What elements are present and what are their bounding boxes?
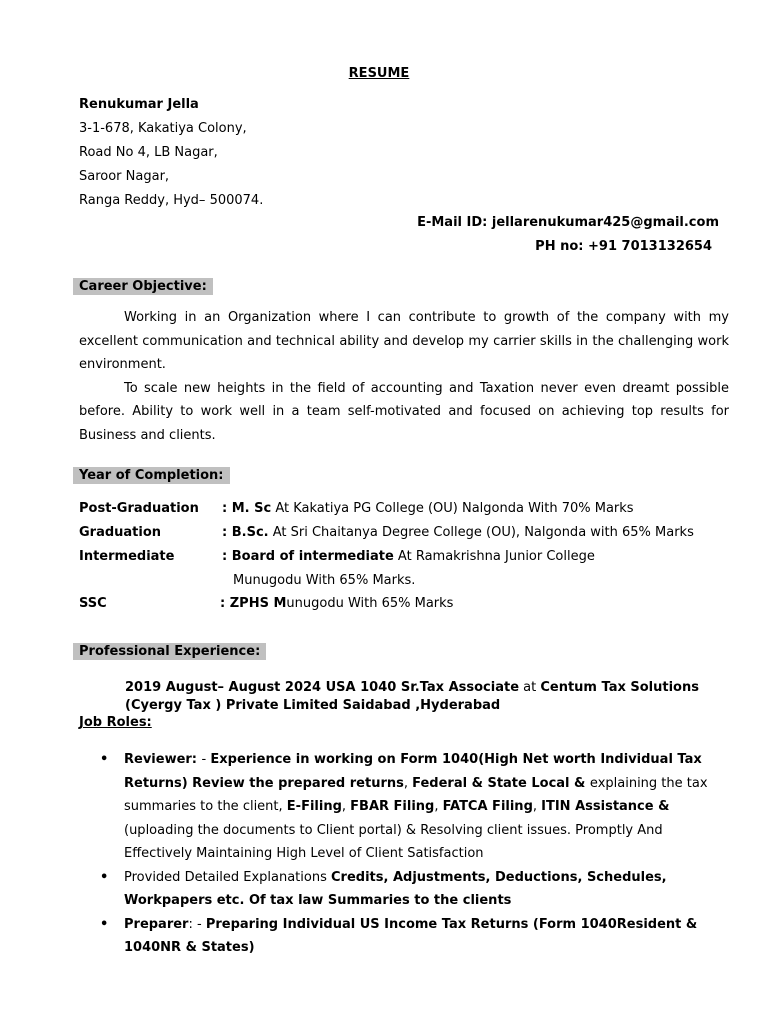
edu-value-postgrad	[222, 501, 634, 516]
section-career-objective: Career Objective:	[73, 278, 215, 295]
role-text: Reviewer:	[124, 752, 202, 767]
edu-value-ssc	[220, 596, 453, 611]
role-text: -	[201, 752, 211, 767]
address-line-3: Saroor Nagar,	[79, 169, 170, 184]
edu-value-intermediate	[222, 549, 595, 564]
edu-label-postgrad: Post-Graduation	[79, 501, 199, 516]
role-text: Credits, Adjustments, Deductions, Schedules, Workpapers etc. Of tax law Summaries to the clients	[124, 869, 667, 908]
edu-label-ssc: SSC	[79, 596, 107, 611]
address-line-1: 3-1-678, Kakatiya Colony,	[79, 121, 247, 136]
edu-degree: B.Sc.	[231, 525, 269, 540]
role-text: Federal & State Local &	[412, 775, 590, 791]
edu-detail: At Kakatiya PG College (OU) Nalgonda With 70% Marks	[271, 501, 634, 516]
role-text: : -	[188, 916, 206, 932]
phone-value: +91 7013132654	[588, 239, 712, 254]
section-year-of-completion: Year of Completion:	[73, 467, 232, 484]
experience-summary	[125, 679, 725, 715]
role-text: FATCA Filing	[442, 799, 533, 814]
list-item	[100, 866, 725, 913]
role-text: ,	[532, 799, 542, 814]
edu-degree: M. Sc	[231, 501, 272, 516]
role-text: E-Filing	[286, 799, 342, 814]
role-text: ,	[403, 775, 413, 791]
career-objective-para-2: To scale new heights in the field of accounting and Taxation never even dreamt possible before. Ability to work well in a team self-motivated and focused on achieving top results for Business and clients.	[79, 380, 729, 443]
email-line	[417, 215, 719, 230]
section-professional-experience: Professional Experience:	[73, 643, 268, 660]
edu-detail: At Sri Chaitanya Degree College (OU), Nalgonda with 65% Marks	[268, 525, 694, 540]
job-roles-list	[100, 748, 725, 960]
edu-value-intermediate-cont: Munugodu With 65% Marks.	[233, 573, 416, 588]
email-value: jellarenukumar425@gmail.com	[491, 215, 719, 230]
career-objective-text	[79, 306, 729, 447]
edu-colon: :	[220, 596, 230, 611]
edu-label-intermediate: Intermediate	[79, 549, 175, 564]
edu-degree: ZPHS M	[229, 596, 287, 611]
edu-detail: At Ramakrishna Junior College	[393, 549, 595, 564]
candidate-name: Renukumar Jella	[79, 97, 199, 112]
experience-at: at	[519, 680, 541, 695]
phone-label: PH no:	[535, 239, 589, 254]
edu-label-grad: Graduation	[79, 525, 162, 540]
role-text: Experience in working on Form 1040(High Net worth Individual Tax Returns) Review the prepared returns	[124, 752, 702, 791]
experience-title: 2019 August– August 2024 USA 1040 Sr.Tax Associate	[125, 680, 520, 695]
role-text: (uploading the documents to Client portal) & Resolving client issues. Promptly And Effectively Maintaining High Level of Client Satisfaction	[124, 822, 663, 861]
bullet-icon: •	[100, 752, 109, 767]
bullet-icon: •	[100, 916, 109, 932]
edu-colon: :	[222, 549, 232, 564]
role-text: ,	[341, 799, 351, 814]
edu-colon: :	[222, 525, 232, 540]
role-text: ITIN Assistance &	[541, 799, 670, 814]
job-roles-heading: Job Roles:	[79, 715, 152, 730]
edu-detail: unugodu With 65% Marks	[286, 596, 454, 611]
resume-title: RESUME	[348, 66, 410, 81]
role-text: FBAR Filing	[350, 799, 435, 814]
edu-colon: :	[222, 501, 232, 516]
bullet-icon: •	[100, 869, 109, 885]
career-objective-para-1: Working in an Organization where I can contribute to growth of the company with my excellent communication and technical ability and develop my carrier skills in the challenging work environment.	[79, 310, 729, 372]
role-text: Preparing Individual US Income Tax Returns (Form 1040Resident & 1040NR & States)	[124, 916, 698, 955]
edu-value-grad	[222, 525, 694, 540]
list-item	[100, 748, 725, 866]
role-text: Provided Detailed Explanations	[124, 869, 331, 885]
role-text: Preparer	[124, 916, 189, 932]
phone-line	[535, 239, 712, 254]
edu-degree: Board of intermediate	[231, 549, 394, 564]
experience-company: Centum Tax Solutions (Cyergy Tax ) Private Limited Saidabad ,Hyderabad	[125, 680, 699, 713]
list-item	[100, 913, 725, 960]
address-line-4: Ranga Reddy, Hyd– 500074.	[79, 193, 264, 208]
address-line-2: Road No 4, LB Nagar,	[79, 145, 218, 160]
email-label: E-Mail ID:	[417, 215, 492, 230]
role-text: ,	[434, 799, 443, 814]
role-text: explaining the tax summaries to the client,	[124, 775, 708, 814]
